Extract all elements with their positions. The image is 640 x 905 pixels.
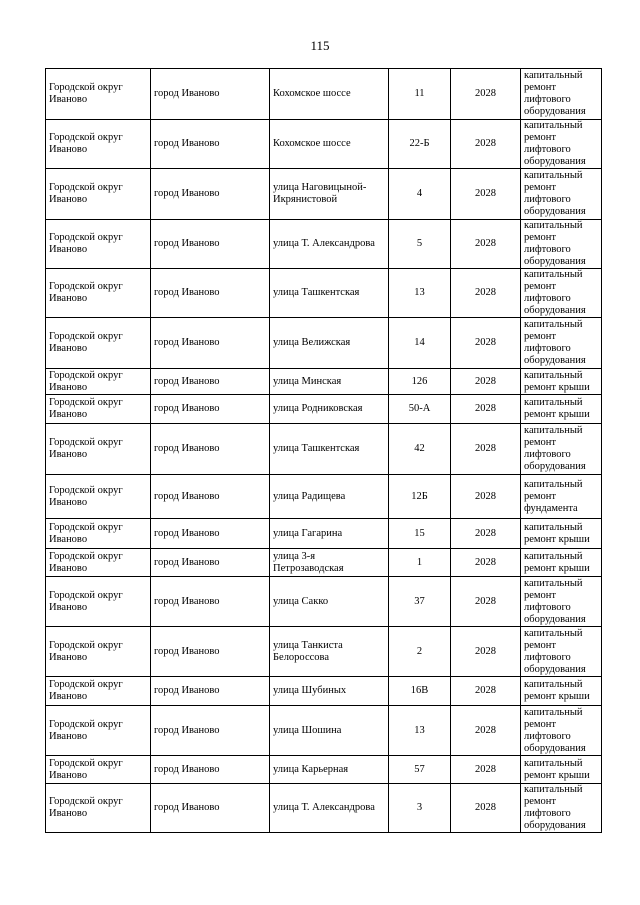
year-cell [451, 627, 521, 677]
year-cell [451, 269, 521, 318]
work-type-cell-text: капитальный ремонт крыши [524, 369, 590, 393]
house-number-cell [389, 677, 451, 706]
house-number-cell [389, 69, 451, 120]
work-type-cell [521, 369, 602, 395]
house-number-cell-text: 12Б [411, 490, 428, 502]
year-cell [451, 69, 521, 120]
table-row [46, 220, 602, 269]
table-row [46, 318, 602, 369]
year-cell-text: 2028 [475, 138, 496, 149]
street-cell [270, 269, 389, 318]
street-cell-text: улица Карьерная [273, 763, 349, 775]
year-cell-text: 2028 [475, 188, 496, 199]
table-row [46, 677, 602, 706]
year-cell-text: 2028 [475, 685, 496, 696]
house-number-cell-text: 1 [416, 556, 423, 568]
year-cell-text: 2028 [475, 724, 496, 736]
house-number-cell [389, 220, 451, 269]
house-number-cell-text: 50-А [408, 403, 431, 414]
settlement-cell [151, 475, 270, 519]
street-cell-text: улица 3-я Петрозаводская [273, 550, 344, 574]
settlement-cell-text: город Иваново [154, 188, 220, 199]
street-cell [270, 369, 389, 395]
work-type-cell [521, 756, 602, 784]
municipality-cell [46, 395, 151, 424]
settlement-cell-text: город Иваново [154, 490, 220, 502]
table-row [46, 627, 602, 677]
year-cell [451, 475, 521, 519]
work-type-cell-text: капитальный ремонт лифтового оборудования [524, 627, 586, 675]
work-type-cell [521, 706, 602, 756]
year-cell-text: 2028 [475, 802, 496, 813]
table-row [46, 784, 602, 833]
year-cell [451, 220, 521, 269]
work-type-cell-text: капитальный ремонт лифтового оборудования [524, 269, 586, 316]
street-cell-text: улица Велижская [273, 337, 351, 348]
table-row [46, 475, 602, 519]
house-number-cell-text: 5 [416, 238, 423, 249]
house-number-cell-text: 126 [411, 375, 428, 387]
street-cell-text: улица Т. Александрова [273, 802, 375, 813]
year-cell [451, 706, 521, 756]
settlement-cell-text: город Иваново [154, 403, 220, 414]
work-type-cell-text: капитальный ремонт лифтового оборудования [524, 220, 586, 267]
work-type-cell [521, 395, 602, 424]
street-cell-text: улица Наговицыной-Икрянистовой [273, 182, 367, 205]
settlement-cell [151, 318, 270, 369]
settlement-cell [151, 677, 270, 706]
year-cell-text: 2028 [475, 403, 496, 414]
year-cell-text: 2028 [475, 763, 496, 775]
repair-schedule-table [45, 68, 602, 833]
settlement-cell-text: город Иваново [154, 556, 220, 568]
work-type-cell [521, 318, 602, 369]
year-cell-text: 2028 [475, 88, 496, 99]
work-type-cell-text: капитальный ремонт крыши [524, 679, 590, 702]
table-body [46, 69, 602, 833]
street-cell-text: улица Танкиста Белороссова [273, 639, 343, 663]
settlement-cell-text: город Иваново [154, 724, 220, 736]
street-cell [270, 424, 389, 475]
settlement-cell [151, 627, 270, 677]
work-type-cell [521, 784, 602, 833]
municipality-cell [46, 69, 151, 120]
year-cell-text: 2028 [475, 556, 496, 568]
settlement-cell-text: город Иваново [154, 595, 220, 607]
municipality-cell-text: Городской округ Иваново [49, 550, 123, 574]
year-cell [451, 784, 521, 833]
street-cell-text: Кохомское шоссе [273, 138, 351, 149]
house-number-cell [389, 549, 451, 577]
work-type-cell [521, 424, 602, 475]
house-number-cell [389, 369, 451, 395]
table-row [46, 756, 602, 784]
street-cell [270, 475, 389, 519]
settlement-cell [151, 784, 270, 833]
street-cell-text: улица Гагарина [273, 527, 343, 539]
year-cell-text: 2028 [475, 375, 496, 387]
year-cell [451, 395, 521, 424]
street-cell-text: улица Радищева [273, 490, 346, 502]
year-cell-text: 2028 [475, 337, 496, 348]
work-type-cell [521, 220, 602, 269]
house-number-cell-text: 4 [416, 188, 423, 199]
municipality-cell [46, 784, 151, 833]
house-number-cell-text: 37 [414, 595, 425, 607]
municipality-cell [46, 677, 151, 706]
street-cell-text: улица Шубиных [273, 685, 347, 696]
work-type-cell-text: капитальный ремонт лифтового оборудования [524, 70, 586, 117]
street-cell [270, 784, 389, 833]
settlement-cell-text: город Иваново [154, 287, 220, 298]
settlement-cell [151, 395, 270, 424]
page-number: 115 [310, 38, 330, 53]
work-type-cell-text: капитальный ремонт лифтового оборудования [524, 319, 586, 366]
municipality-cell-text: Городской округ Иваново [49, 796, 123, 819]
house-number-cell-text: 16В [410, 685, 429, 696]
settlement-cell [151, 519, 270, 549]
table-row [46, 549, 602, 577]
municipality-cell [46, 519, 151, 549]
municipality-cell [46, 577, 151, 627]
year-cell-text: 2028 [475, 490, 496, 502]
table-row [46, 369, 602, 395]
work-type-cell-text: капитальный ремонт лифтового оборудования [524, 120, 586, 167]
house-number-cell [389, 395, 451, 424]
municipality-cell [46, 475, 151, 519]
work-type-cell-text: капитальный ремонт лифтового оборудования [524, 706, 586, 754]
municipality-cell-text: Городской округ Иваново [49, 397, 123, 420]
street-cell-text: Кохомское шоссе [273, 88, 351, 99]
settlement-cell [151, 220, 270, 269]
work-type-cell [521, 577, 602, 627]
house-number-cell [389, 577, 451, 627]
municipality-cell-text: Городской округ Иваново [49, 232, 123, 255]
municipality-cell-text: Городской округ Иваново [49, 281, 123, 304]
municipality-cell [46, 627, 151, 677]
settlement-cell [151, 169, 270, 220]
work-type-cell-text: капитальный ремонт лифтового оборудования [524, 784, 586, 831]
work-type-cell-text: капитальный ремонт лифтового оборудования [524, 425, 586, 472]
year-cell [451, 756, 521, 784]
table-row [46, 169, 602, 220]
work-type-cell [521, 549, 602, 577]
street-cell-text: улица Шошина [273, 724, 342, 736]
house-number-cell [389, 269, 451, 318]
work-type-cell [521, 169, 602, 220]
street-cell [270, 706, 389, 756]
house-number-cell-text: 13 [414, 724, 425, 736]
settlement-cell [151, 120, 270, 169]
year-cell-text: 2028 [475, 645, 496, 657]
municipality-cell [46, 169, 151, 220]
street-cell [270, 549, 389, 577]
settlement-cell [151, 69, 270, 120]
municipality-cell [46, 369, 151, 395]
house-number-cell-text: 11 [414, 88, 425, 99]
house-number-cell-text: 42 [414, 443, 425, 454]
municipality-cell [46, 706, 151, 756]
street-cell [270, 577, 389, 627]
house-number-cell-text: 15 [414, 527, 425, 539]
work-type-cell [521, 69, 602, 120]
street-cell [270, 756, 389, 784]
municipality-cell [46, 424, 151, 475]
table-row [46, 395, 602, 424]
settlement-cell-text: город Иваново [154, 375, 220, 387]
street-cell [270, 677, 389, 706]
municipality-cell-text: Городской округ Иваново [49, 437, 123, 460]
settlement-cell [151, 756, 270, 784]
work-type-cell-text: капитальный ремонт крыши [524, 521, 590, 545]
table-row [46, 706, 602, 756]
house-number-cell [389, 424, 451, 475]
municipality-cell [46, 120, 151, 169]
street-cell [270, 519, 389, 549]
work-type-cell [521, 269, 602, 318]
house-number-cell [389, 475, 451, 519]
municipality-cell-text: Городской округ Иваново [49, 132, 123, 155]
year-cell-text: 2028 [475, 527, 496, 539]
house-number-cell [389, 756, 451, 784]
year-cell [451, 369, 521, 395]
settlement-cell-text: город Иваново [154, 763, 220, 775]
settlement-cell-text: город Иваново [154, 527, 220, 539]
year-cell [451, 549, 521, 577]
municipality-cell-text: Городской округ Иваново [49, 82, 123, 105]
street-cell [270, 220, 389, 269]
street-cell [270, 318, 389, 369]
work-type-cell-text: капитальный ремонт лифтового оборудования [524, 577, 586, 625]
settlement-cell-text: город Иваново [154, 685, 220, 696]
street-cell [270, 395, 389, 424]
street-cell-text: улица Т. Александрова [273, 238, 375, 249]
street-cell-text: улица Ташкентская [273, 287, 360, 298]
table-row [46, 269, 602, 318]
street-cell [270, 169, 389, 220]
house-number-cell [389, 120, 451, 169]
municipality-cell-text: Городской округ Иваново [49, 369, 123, 393]
work-type-cell [521, 475, 602, 519]
municipality-cell-text: Городской округ Иваново [49, 757, 123, 781]
year-cell [451, 519, 521, 549]
house-number-cell [389, 627, 451, 677]
house-number-cell [389, 318, 451, 369]
municipality-cell [46, 756, 151, 784]
street-cell [270, 120, 389, 169]
municipality-cell-text: Городской округ Иваново [49, 331, 123, 354]
house-number-cell-text: 3 [416, 802, 423, 813]
street-cell [270, 627, 389, 677]
year-cell [451, 169, 521, 220]
work-type-cell-text: капитальный ремонт лифтового оборудования [524, 170, 586, 217]
year-cell [451, 424, 521, 475]
settlement-cell-text: город Иваново [154, 645, 220, 657]
year-cell [451, 318, 521, 369]
work-type-cell [521, 627, 602, 677]
house-number-cell [389, 784, 451, 833]
year-cell [451, 120, 521, 169]
settlement-cell-text: город Иваново [154, 138, 220, 149]
work-type-cell [521, 677, 602, 706]
settlement-cell [151, 706, 270, 756]
house-number-cell [389, 169, 451, 220]
table-row [46, 69, 602, 120]
year-cell-text: 2028 [475, 238, 496, 249]
table-row [46, 120, 602, 169]
municipality-cell-text: Городской округ Иваново [49, 182, 123, 205]
house-number-cell [389, 519, 451, 549]
house-number-cell [389, 706, 451, 756]
year-cell-text: 2028 [475, 443, 496, 454]
settlement-cell-text: город Иваново [154, 238, 220, 249]
settlement-cell-text: город Иваново [154, 88, 220, 99]
year-cell [451, 677, 521, 706]
municipality-cell-text: Городской округ Иваново [49, 679, 123, 702]
municipality-cell-text: Городской округ Иваново [49, 718, 123, 742]
table-row [46, 577, 602, 627]
street-cell-text: улица Сакко [273, 595, 329, 607]
municipality-cell [46, 549, 151, 577]
settlement-cell [151, 577, 270, 627]
table-row [46, 519, 602, 549]
house-number-cell-text: 13 [414, 287, 425, 298]
municipality-cell [46, 318, 151, 369]
municipality-cell-text: Городской округ Иваново [49, 639, 123, 663]
settlement-cell [151, 269, 270, 318]
house-number-cell-text: 22-Б [409, 138, 430, 149]
work-type-cell [521, 120, 602, 169]
work-type-cell-text: капитальный ремонт крыши [524, 397, 590, 420]
street-cell [270, 69, 389, 120]
house-number-cell-text: 57 [414, 763, 425, 775]
settlement-cell [151, 549, 270, 577]
settlement-cell-text: город Иваново [154, 443, 220, 454]
municipality-cell-text: Городской округ Иваново [49, 521, 123, 545]
work-type-cell-text: капитальный ремонт крыши [524, 757, 590, 781]
municipality-cell-text: Городской округ Иваново [49, 589, 123, 613]
house-number-cell-text: 14 [414, 337, 425, 348]
year-cell-text: 2028 [475, 595, 496, 607]
street-cell-text: улица Родниковская [273, 403, 363, 414]
street-cell-text: улица Минская [273, 375, 342, 387]
table-row [46, 424, 602, 475]
municipality-cell [46, 220, 151, 269]
work-type-cell-text: капитальный ремонт фундамента [524, 478, 583, 514]
work-type-cell-text: капитальный ремонт крыши [524, 550, 590, 574]
year-cell-text: 2028 [475, 287, 496, 298]
house-number-cell-text: 2 [416, 645, 423, 657]
settlement-cell-text: город Иваново [154, 802, 220, 813]
work-type-cell [521, 519, 602, 549]
street-cell-text: улица Ташкентская [273, 443, 360, 454]
settlement-cell [151, 424, 270, 475]
year-cell [451, 577, 521, 627]
settlement-cell [151, 369, 270, 395]
municipality-cell-text: Городской округ Иваново [49, 484, 123, 508]
municipality-cell [46, 269, 151, 318]
settlement-cell-text: город Иваново [154, 337, 220, 348]
